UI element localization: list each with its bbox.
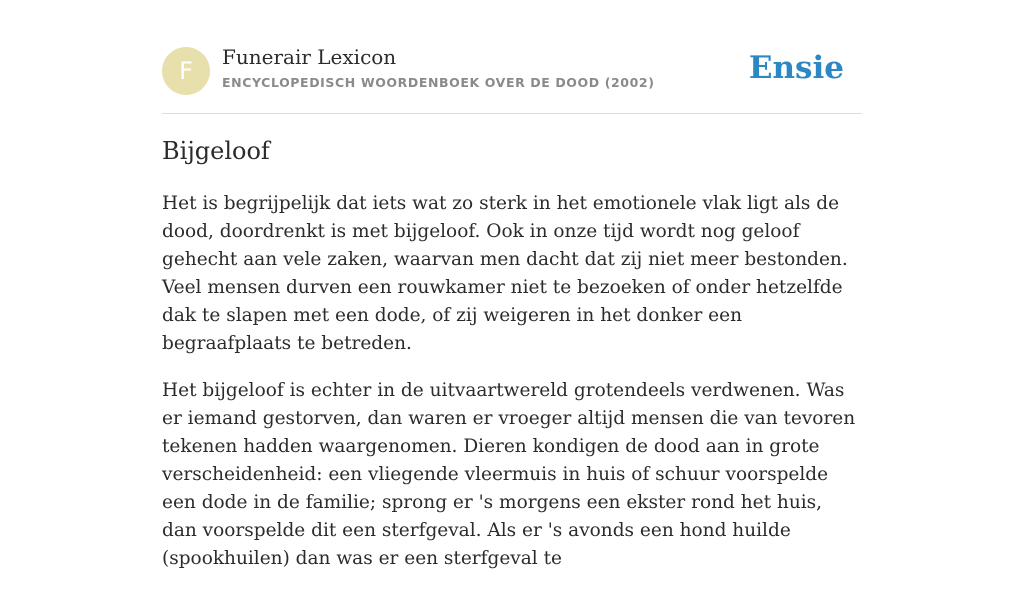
lexicon-title-link[interactable]: Funerair Lexicon	[222, 45, 397, 69]
page-title: Bijgeloof	[162, 137, 270, 165]
lexicon-subtitle: ENCYCLOPEDISCH WOORDENBOEK OVER DE DOOD (2002)	[222, 75, 655, 90]
paragraph: Het bijgeloof is echter in de uitvaartwereld grotendeels verdwenen. Was er iemand gestorven, dan waren er vroeger altijd mensen die van tevoren tekenen hadden waargenomen. Dieren kondigen de dood aan in grote verscheidenheid: een vliegende vleermuis in huis of schuur voorspelde een dode in de familie; sprong er 's morgens een ekster rond het huis, dan voorspelde dit een sterfgeval. Als er 's avonds een hond huilde (spookhuilen) dan was er een sterfgeval te	[162, 380, 856, 569]
site-header	[162, 0, 862, 114]
paragraph: Het is begrijpelijk dat iets wat zo sterk in het emotionele vlak ligt als de dood, doordrenkt is met bijgeloof. Ook in onze tijd wordt nog geloof gehecht aan vele zaken, waarvan men dacht dat zij niet meer bestonden. Veel mensen durven een rouwkamer niet te bezoeken of onder hetzelfde dak te slapen met een dode, of zij weigeren in het donker een begraafplaats te betreden.	[162, 193, 848, 354]
ensie-logo-link[interactable]: Ensie	[748, 50, 844, 86]
lexicon-avatar[interactable]: F	[162, 47, 210, 95]
entry-body	[162, 190, 862, 592]
content-container	[162, 0, 862, 569]
